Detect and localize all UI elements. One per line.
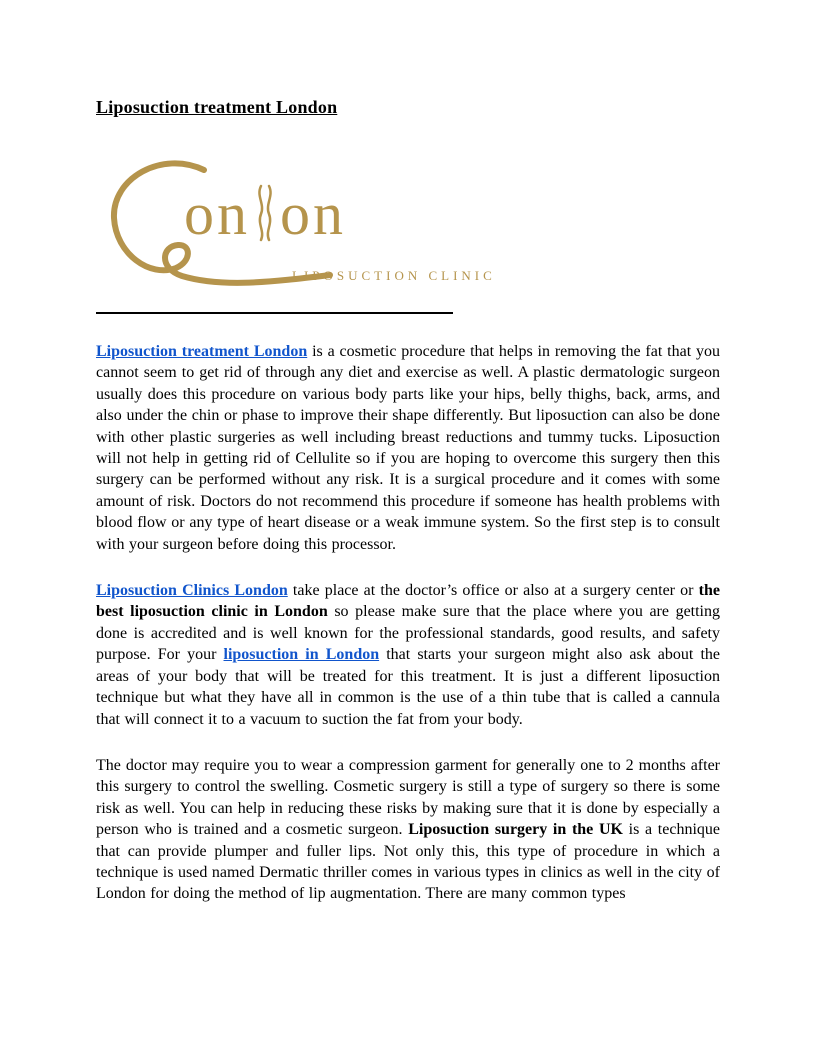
text-run: The doctor may require you to wear a compression garment for generally one to 2 months after this surgery to control the swelling. Cosmetic surgery is still a type of surgery so there is some risk as well. You can help in reducing these risks by making sure that it is done by especially a person who is trained and a cosmetic surgeon. (96, 756, 720, 839)
text-run: is a technique that can provide plumper and fuller lips. Not only this, this type of procedure in which a technique is used named Dermatic thriller comes in various types in clinics as well in the city of London for doing the method of lip augmentation. There are many common types (96, 821, 721, 903)
text-run-bold: Liposuction surgery in the UK (408, 821, 623, 839)
spine-icon (252, 184, 278, 257)
link-liposuction-in-london[interactable]: liposuction in London (223, 646, 380, 664)
clinic-logo (96, 154, 496, 306)
page-title: Liposuction treatment London (96, 97, 338, 117)
logo-text-end: on (280, 181, 346, 247)
paragraph-intro (96, 341, 720, 555)
logo-underline-rule (96, 312, 453, 314)
text-run: that starts your surgeon might also ask about the areas of your body that will be treated for this treatment. It is just a different liposuction technique but what they have all in common is the use of a thin tube that is called a cannula that will connect it to a vacuum to suction the fat from your body. (96, 646, 721, 728)
paragraph-clinics (96, 580, 720, 730)
link-liposuction-clinics-london[interactable]: Liposuction Clinics London (96, 582, 288, 600)
logo-text-mid: on (184, 181, 250, 247)
logo-wordmark (184, 176, 346, 249)
text-run-bold: the best liposuction clinic in London (96, 582, 720, 621)
text-run: is a cosmetic procedure that helps in removing the fat that you cannot seem to get rid of through any diet and exercise as well. A plastic dermatologic surgeon usually does this procedure on various body parts like your hips, belly thighs, back, arms, and also under the chin or phase to improve their shape differently. But liposuction can also be done with other plastic surgeries as well including breast reductions and tummy tucks. Liposuction will not help in getting rid of Cellulite so if you are hoping to overcome this surgery then this surgery can be performed without any risk. It is a surgical procedure and it comes with some amount of risk. Doctors do not recommend this procedure if someone has health problems with blood flow or any type of heart disease or a weak immune system. So the first step is to consult with your surgeon before doing this processor. (96, 343, 720, 553)
paragraph-doctor (96, 755, 720, 905)
text-run: take place at the doctor’s office or also at a surgery center or (287, 582, 699, 600)
link-liposuction-treatment-london[interactable]: Liposuction treatment London (96, 343, 308, 360)
logo-subtitle: LIPOSUCTION CLINIC (292, 268, 496, 283)
text-run: so please make sure that the place where you are getting done is accredited and is well known for the professional standards, good results, and safety purpose. For your (96, 603, 721, 664)
